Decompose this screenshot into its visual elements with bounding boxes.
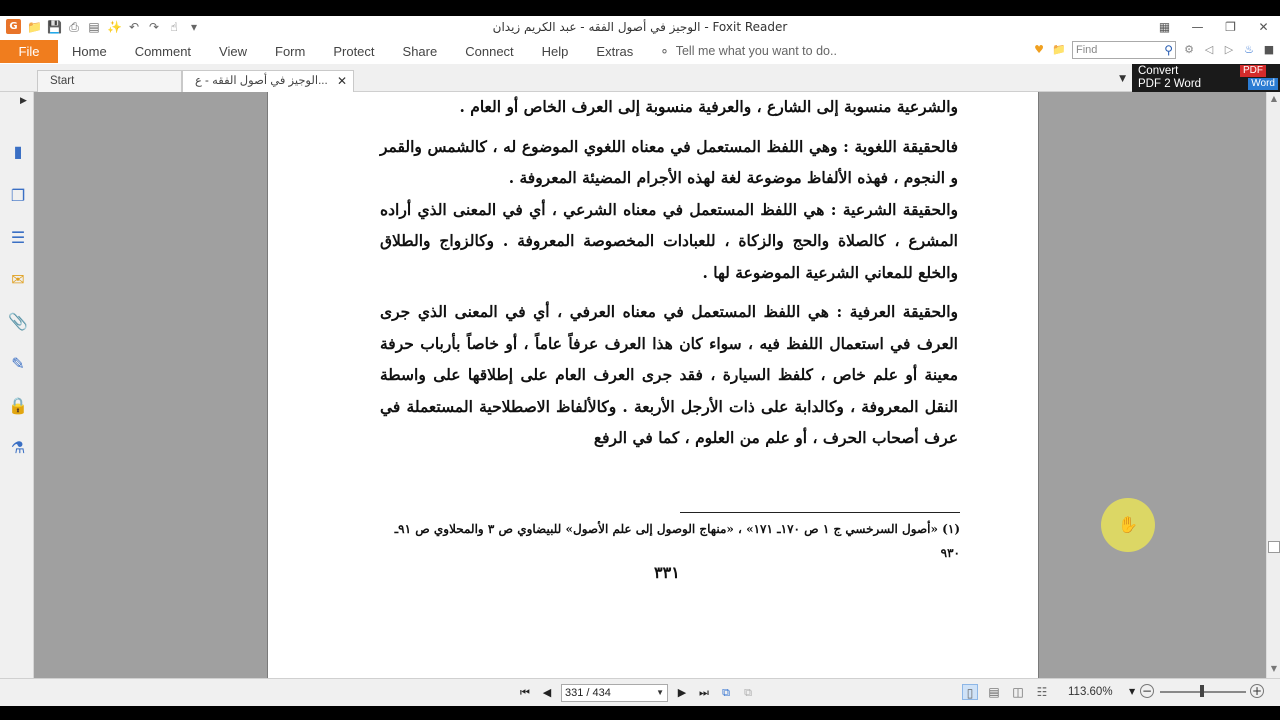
- pdf-badge: PDF: [1240, 65, 1266, 77]
- right-toolbar: [1032, 41, 1276, 59]
- page-number-field[interactable]: [561, 684, 668, 702]
- convert-pdf-to-word-banner[interactable]: [1132, 64, 1280, 92]
- menu-connect[interactable]: Connect: [465, 43, 514, 59]
- printed-page-number: ٣٣١: [654, 563, 680, 582]
- restore-button[interactable]: ❐: [1225, 20, 1236, 34]
- window-controls: [1148, 16, 1280, 38]
- continuous-view-icon[interactable]: ▤: [988, 685, 1000, 699]
- ribbon-menu-bar: [0, 38, 1280, 64]
- single-page-view-icon[interactable]: ▯: [962, 684, 978, 700]
- menu-comment[interactable]: Comment: [134, 43, 192, 59]
- zoom-slider-thumb[interactable]: [1200, 685, 1204, 697]
- scroll-down-icon[interactable]: ▼: [1270, 664, 1278, 673]
- paragraph-4: والحقيقة العرفية : هي اللفظ المستعمل في معناه العرفي ، أي في المعنى الذي جرى العرف في استعمال اللفظ فيه ، سواء كان هذا العرف عرفاً عاماً ، أو خاصاً بأرباب حرفة معينة أو علم خاص ، كلفظ السيارة ، فقد جرى العرف العام على إطلاقها على واسطة النقل المعروفة ، وكالدابة على ذات الأرجل الأربعة . وكالألفاظ الاصطلاحية المستعملة في عرف أصحاب الحرف ، أو علم من العلوم ، كما في الرفع: [380, 302, 958, 447]
- first-page-icon[interactable]: ⏮: [520, 686, 530, 699]
- next-view-icon[interactable]: ⧉: [744, 686, 752, 699]
- bell-icon[interactable]: ♨: [1244, 43, 1254, 56]
- user-icon[interactable]: ■: [1263, 43, 1275, 56]
- paragraph-1: والشرعية منسوبة إلى الشارع ، والعرفية منسوبة إلى العرف الخاص أو العام .: [459, 97, 958, 116]
- menu-form[interactable]: Form: [275, 43, 306, 59]
- word-badge: Word: [1248, 78, 1278, 90]
- menu-help[interactable]: Help: [541, 43, 569, 59]
- title-bar: [0, 16, 1280, 38]
- window-title: الوجيز في أصول الفقه - عبد الكريم زيدان - Foxit Reader: [492, 20, 788, 34]
- previous-page-icon[interactable]: ◀: [542, 686, 552, 699]
- tab-document[interactable]: [182, 70, 354, 92]
- undo-icon[interactable]: ↶: [128, 19, 140, 34]
- pdf-page[interactable]: [267, 92, 1039, 678]
- page-navigation: [517, 684, 756, 702]
- find-placeholder: Find: [1076, 44, 1098, 56]
- facing-view-icon[interactable]: ◫: [1012, 685, 1024, 699]
- tab-start-label: Start: [50, 75, 75, 87]
- last-page-icon[interactable]: ⏭: [699, 686, 709, 699]
- paragraph-3: والحقيقة الشرعية : هي اللفظ المستعمل في معناه الشرعي ، أي في المعنى الذي أراده المشرع ، كالصلاة والحج والزكاة ، للعبادات المخصوصة المعروفة . وكالزواج والطلاق والخلع للمعاني الشرعية الموضوعة لها .: [380, 199, 958, 282]
- foxit-window: [0, 16, 1280, 706]
- previous-result-icon[interactable]: ◁: [1204, 43, 1214, 56]
- navigation-panel: [0, 92, 34, 678]
- layers-icon[interactable]: ☰: [10, 228, 26, 247]
- page-thumbnails-icon[interactable]: ❐: [10, 186, 26, 205]
- document-tab-bar: [0, 64, 1280, 92]
- qat-customize-icon[interactable]: ▾: [190, 19, 198, 34]
- redo-icon[interactable]: ↷: [148, 19, 160, 34]
- zoom-level[interactable]: 113.60%: [1068, 686, 1113, 698]
- document-viewport[interactable]: [34, 92, 1266, 678]
- page-body-text: [380, 92, 958, 454]
- signature-icon[interactable]: ✎: [11, 354, 25, 373]
- security-lock-icon[interactable]: 🔒: [8, 396, 28, 415]
- page-number-value: 331 / 434: [565, 687, 611, 699]
- tab-start[interactable]: [37, 70, 182, 92]
- bookmark-icon[interactable]: ▮: [13, 142, 23, 161]
- foxit-app-icon[interactable]: G: [6, 19, 21, 34]
- scroll-up-icon[interactable]: ▲: [1270, 94, 1278, 103]
- menu-protect[interactable]: Protect: [333, 43, 375, 59]
- zoom-dropdown-icon[interactable]: ▼: [1129, 687, 1136, 696]
- vertical-scrollbar[interactable]: [1266, 92, 1280, 678]
- next-result-icon[interactable]: ▷: [1224, 43, 1234, 56]
- pin-icon[interactable]: ✨: [107, 19, 122, 34]
- find-input[interactable]: [1072, 41, 1176, 59]
- comments-icon[interactable]: ✉: [11, 270, 25, 289]
- previous-view-icon[interactable]: ⧉: [722, 686, 730, 699]
- minimize-button[interactable]: —: [1191, 20, 1204, 34]
- status-bar: [0, 678, 1280, 706]
- continuous-facing-view-icon[interactable]: ☷: [1036, 685, 1048, 699]
- close-tab-icon[interactable]: ✕: [336, 74, 347, 88]
- heart-icon[interactable]: ♥: [1034, 43, 1044, 56]
- scan-icon[interactable]: ▤: [88, 19, 100, 34]
- tell-me-placeholder: Tell me what you want to do..: [675, 44, 837, 58]
- footnote: (١) «أصول السرخسي ج ١ ص ١٧٠ـ ١٧١» ، «منهاج الوصول إلى علم الأصول» للبيضاوي ص ٣ والمحلاوي ص ٩١ـ ٩٣٠: [394, 522, 960, 560]
- menu-home[interactable]: Home: [72, 43, 107, 59]
- page-view-modes: [962, 684, 1050, 700]
- gear-icon[interactable]: ⚙: [1184, 43, 1194, 56]
- ribbon-options-icon[interactable]: ▦: [1158, 20, 1171, 34]
- file-menu[interactable]: File: [0, 40, 58, 63]
- menu-share[interactable]: Share: [402, 43, 438, 59]
- convert-line1: Convert: [1138, 65, 1179, 77]
- menu-view[interactable]: View: [219, 43, 247, 59]
- save-icon[interactable]: 💾: [47, 19, 62, 34]
- lightbulb-icon: ⚬: [659, 44, 670, 59]
- tell-me-search[interactable]: [659, 44, 837, 59]
- page-dropdown-icon[interactable]: ▼: [656, 688, 664, 697]
- search-icon[interactable]: ⚲: [1164, 43, 1173, 57]
- print-icon[interactable]: ⎙: [69, 19, 79, 34]
- tab-list-dropdown-icon[interactable]: ▼: [1119, 74, 1126, 84]
- folder-search-icon[interactable]: 📁: [1052, 43, 1066, 56]
- close-window-button[interactable]: ✕: [1258, 20, 1269, 34]
- zoom-in-button[interactable]: +: [1251, 684, 1263, 698]
- hand-tool-icon[interactable]: ☝: [170, 19, 178, 34]
- open-folder-icon[interactable]: 📁: [27, 19, 42, 34]
- tab-document-label: الوجيز في أصول الفقه - ع...: [195, 75, 328, 87]
- zoom-out-button[interactable]: −: [1141, 684, 1153, 698]
- expand-panel-icon[interactable]: ▶: [20, 96, 27, 106]
- digital-id-icon[interactable]: ⚗: [10, 438, 26, 457]
- next-page-icon[interactable]: ▶: [677, 686, 687, 699]
- attachments-icon[interactable]: 📎: [8, 312, 28, 331]
- convert-line2: PDF 2 Word: [1138, 78, 1202, 90]
- menu-extras[interactable]: Extras: [596, 43, 634, 59]
- hand-cursor-icon: ✋: [1101, 498, 1155, 552]
- paragraph-2: فالحقيقة اللغوية : وهي اللفظ المستعمل في معناه اللغوي الموضوع له ، كالشمس والقمر و النجوم ، فهذه الألفاظ موضوعة لغة لهذه الأجرام المضيئة المعروفة .: [380, 136, 958, 187]
- scroll-thumb[interactable]: [1268, 541, 1280, 553]
- footnote-divider: [680, 512, 960, 513]
